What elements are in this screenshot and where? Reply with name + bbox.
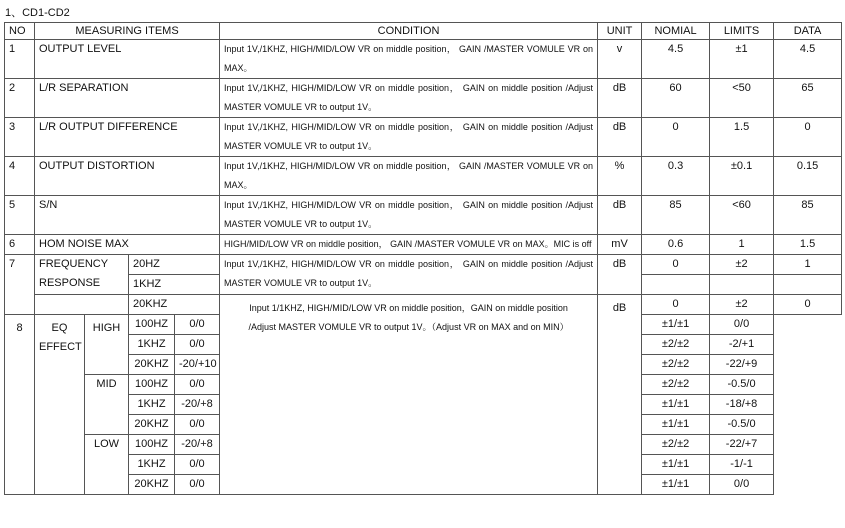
row-nomial: 0.6 [642,235,710,255]
eq-item: EQ EFFECT [35,315,85,495]
freq-blank [35,295,129,315]
row-unit: v [598,40,642,79]
row-condition: Input 1V,/1KHZ, HIGH/MID/LOW VR on middle position， GAIN /MASTER VOMULE VR on MAX。 [220,157,598,196]
row-limits: ±1 [710,40,774,79]
eq-freq: 1KHZ [129,335,175,355]
row-condition: Input 1V,/1KHZ, HIGH/MID/LOW VR on middle position， GAIN on middle position /Adjust MASTER VOMULE VR to output 1V。 [220,79,598,118]
header-unit: UNIT [598,23,642,40]
freq-unit: dB [598,255,642,295]
eq-data: -0.5/0 [710,375,774,395]
row-nomial: 0 [642,118,710,157]
eq-limits: ±2/±2 [642,375,710,395]
row-item: S/N [35,196,220,235]
freq-sub-label: 20HZ [129,255,220,275]
eq-band-mid: MID [85,375,129,435]
eq-freq: 100HZ [129,315,175,335]
eq-no: 8 [5,315,35,495]
freq-row [5,255,842,275]
table-row [5,40,842,79]
row-no: 4 [5,157,35,196]
freq-condition: Input 1V,/1KHZ, HIGH/MID/LOW VR on middle position， GAIN on middle position /Adjust MASTER VOMULE VR to output 1V。 [220,255,598,295]
freq-item-line2: RESPONSE [39,277,101,289]
header-row [5,23,842,40]
row-unit: dB [598,196,642,235]
eq-limits: ±1/±1 [642,395,710,415]
row-no: 2 [5,79,35,118]
eq-freq: 20KHZ [129,415,175,435]
eq-freq: 100HZ [129,375,175,395]
eq-nomial: 0/0 [175,475,220,495]
eq-band-low: LOW [85,435,129,495]
freq-nomial: 0 [642,255,710,275]
header-limits: LIMITS [710,23,774,40]
eq-limits: ±1/±1 [642,455,710,475]
row-nomial: 0.3 [642,157,710,196]
freq-limits [710,275,774,295]
row-limits: 1 [710,235,774,255]
header-data: DATA [774,23,842,40]
eq-nomial: -20/+8 [175,395,220,415]
row-condition: Input 1V,/1KHZ, HIGH/MID/LOW VR on middle position， GAIN on middle position /Adjust MASTER VOMULE VR to output 1V。 [220,118,598,157]
row-item: L/R SEPARATION [35,79,220,118]
freq-row [5,295,842,315]
freq-item [35,255,129,295]
eq-freq: 100HZ [129,435,175,455]
eq-limits: ±1/±1 [642,475,710,495]
row-item: HOM NOISE MAX [35,235,220,255]
row-limits: 1.5 [710,118,774,157]
row-no: 5 [5,196,35,235]
eq-data: -22/+7 [710,435,774,455]
row-data: 0 [774,118,842,157]
eq-unit: dB [598,295,642,495]
eq-nomial: -20/+10 [175,355,220,375]
eq-freq: 20KHZ [129,355,175,375]
eq-limits: ±2/±2 [642,355,710,375]
freq-data [774,275,842,295]
row-data: 1.5 [774,235,842,255]
row-nomial: 60 [642,79,710,118]
freq-no: 7 [5,255,35,315]
eq-freq: 20KHZ [129,475,175,495]
eq-nomial: -20/+8 [175,435,220,455]
eq-data: 0/0 [710,475,774,495]
row-limits: <60 [710,196,774,235]
eq-nomial: 0/0 [175,375,220,395]
header-nomial: NOMIAL [642,23,710,40]
row-nomial: 85 [642,196,710,235]
header-condition: CONDITION [220,23,598,40]
row-unit: dB [598,118,642,157]
row-item: OUTPUT LEVEL [35,40,220,79]
row-no: 1 [5,40,35,79]
eq-freq: 1KHZ [129,395,175,415]
spec-table [4,22,842,495]
row-limits: <50 [710,79,774,118]
table-row [5,235,842,255]
row-condition: Input 1V,/1KHZ, HIGH/MID/LOW VR on middle position， GAIN /MASTER VOMULE VR on MAX。 [220,40,598,79]
freq-nomial [642,275,710,295]
row-data: 85 [774,196,842,235]
table-row [5,79,842,118]
table-row [5,118,842,157]
eq-nomial: 0/0 [175,455,220,475]
eq-condition: Input 1/1KHZ, HIGH/MID/LOW VR on middle position，GAIN on middle position /Adjust MASTER VOMULE VR to output 1V。（Adjust VR on MAX and on MIN） [220,295,598,495]
row-nomial: 4.5 [642,40,710,79]
header-items: MEASURING ITEMS [35,23,220,40]
eq-limits: ±1/±1 [642,315,710,335]
row-unit: mV [598,235,642,255]
freq-limits: ±2 [710,295,774,315]
freq-item-line1: FREQUENCY [39,258,109,270]
eq-data: -0.5/0 [710,415,774,435]
row-item: OUTPUT DISTORTION [35,157,220,196]
document-title: 1、CD1-CD2 [5,7,70,19]
eq-data: -2/+1 [710,335,774,355]
eq-limits: ±2/±2 [642,335,710,355]
row-data: 65 [774,79,842,118]
eq-nomial: 0/0 [175,335,220,355]
row-unit: % [598,157,642,196]
row-item: L/R OUTPUT DIFFERENCE [35,118,220,157]
table-row [5,196,842,235]
eq-data: -18/+8 [710,395,774,415]
eq-nomial: 0/0 [175,315,220,335]
freq-nomial: 0 [642,295,710,315]
freq-sub-label: 1KHZ [129,275,220,295]
row-limits: ±0.1 [710,157,774,196]
row-condition: HIGH/MID/LOW VR on middle position， GAIN /MASTER VOMULE VR on MAX。MIC is off [220,235,598,255]
freq-data: 0 [774,295,842,315]
header-no: NO [5,23,35,40]
row-no: 6 [5,235,35,255]
row-data: 0.15 [774,157,842,196]
eq-data: -22/+9 [710,355,774,375]
freq-sub-label: 20KHZ [129,295,220,315]
table-row [5,157,842,196]
eq-limits: ±1/±1 [642,415,710,435]
row-no: 3 [5,118,35,157]
eq-nomial: 0/0 [175,415,220,435]
eq-data: -1/-1 [710,455,774,475]
eq-limits: ±2/±2 [642,435,710,455]
eq-freq: 1KHZ [129,455,175,475]
freq-limits: ±2 [710,255,774,275]
row-data: 4.5 [774,40,842,79]
row-unit: dB [598,79,642,118]
freq-data: 1 [774,255,842,275]
row-condition: Input 1V,/1KHZ, HIGH/MID/LOW VR on middle position， GAIN on middle position /Adjust MASTER VOMULE VR to output 1V。 [220,196,598,235]
eq-data: 0/0 [710,315,774,335]
eq-band-high: HIGH [85,315,129,375]
